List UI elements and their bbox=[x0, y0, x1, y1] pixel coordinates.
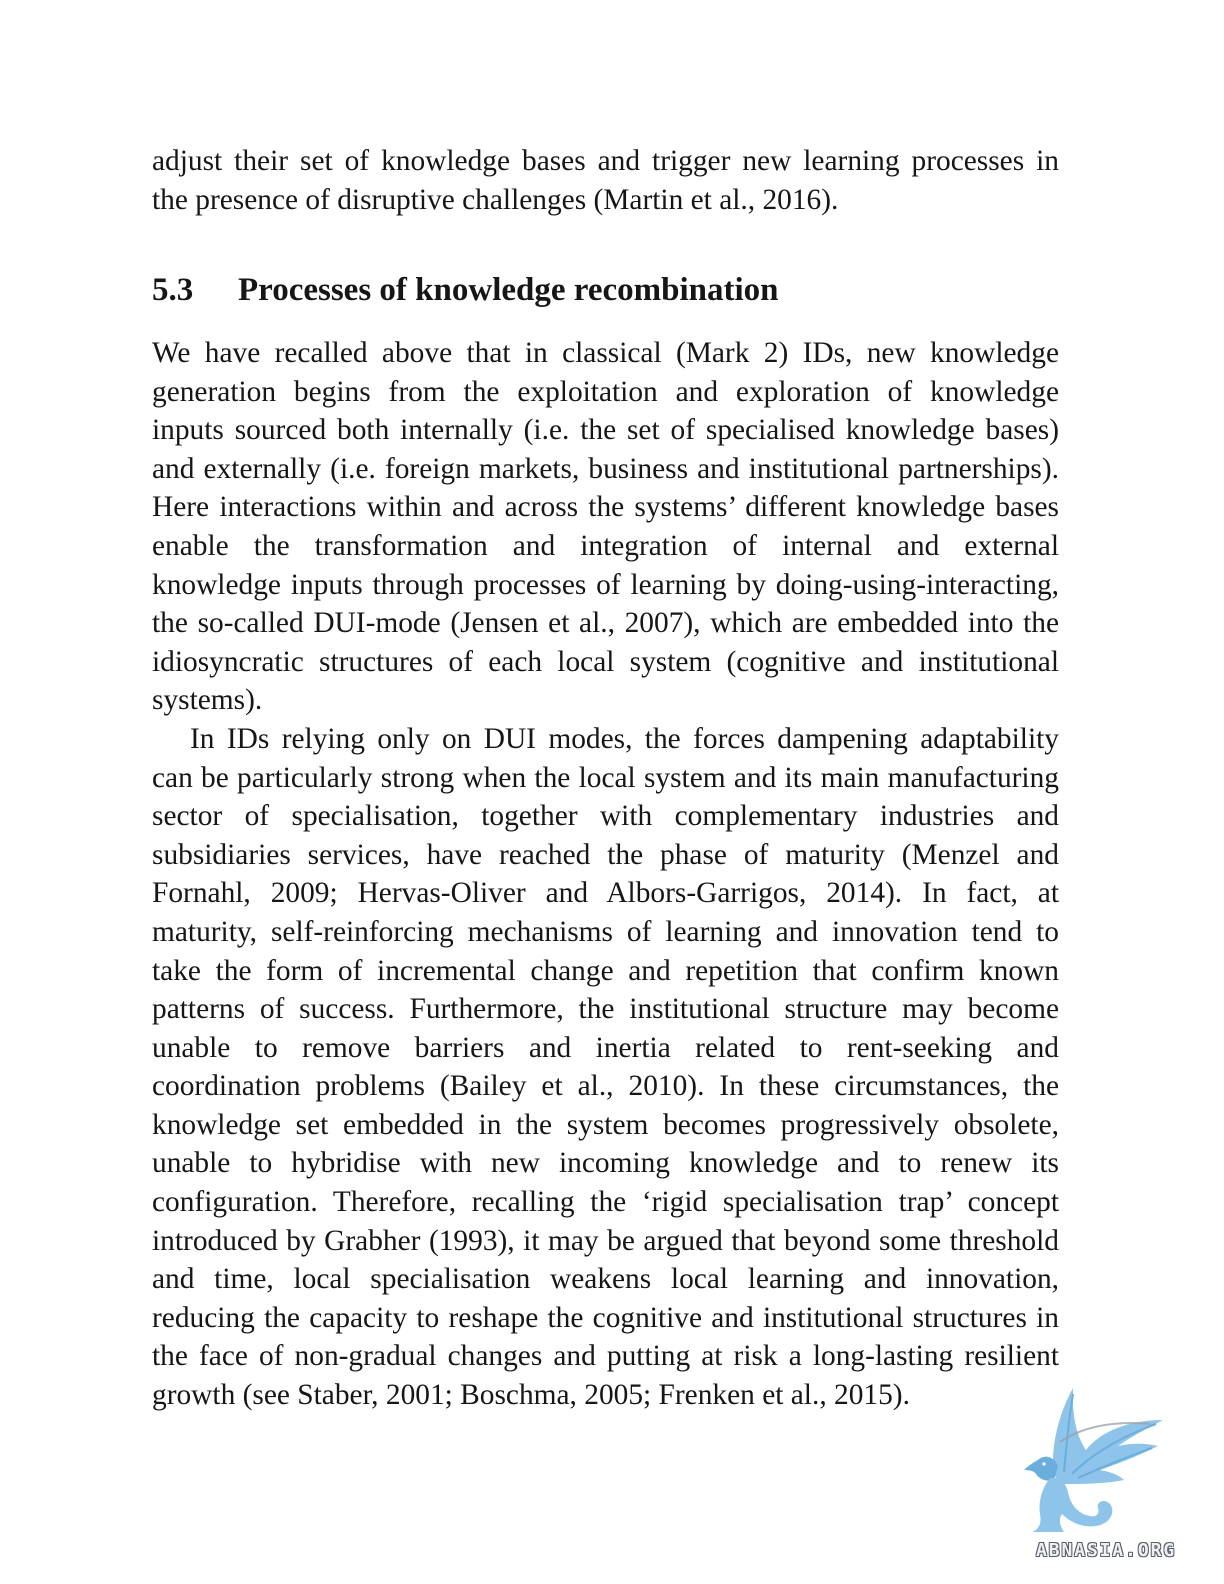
text-line: systems). bbox=[152, 684, 263, 717]
text-line: knowledge set embedded in the system becomes progressively obsolete, bbox=[152, 1108, 1059, 1141]
text-line: generation begins from the exploitation and exploration of knowledge bbox=[152, 375, 1059, 408]
text-line: patterns of success. Furthermore, the institutional structure may become bbox=[152, 993, 1059, 1026]
text-line: the so-called DUI-mode (Jensen et al., 2007), which are embedded into the bbox=[152, 607, 1059, 640]
watermark-text: ABNASIA.ORG bbox=[1036, 1540, 1177, 1561]
text-line: can be particularly strong when the local system and its main manufacturing bbox=[152, 761, 1059, 794]
text-line: and time, local specialisation weakens local learning and innovation, bbox=[152, 1263, 1059, 1296]
section-number: 5.3 bbox=[152, 272, 194, 308]
text-line: the presence of disruptive challenges (Martin et al., 2016). bbox=[152, 183, 839, 216]
section-heading bbox=[152, 270, 1059, 310]
section-body bbox=[152, 334, 1059, 1415]
text-line: unable to remove barriers and inertia related to rent-seeking and bbox=[152, 1031, 1059, 1064]
text-line: Fornahl, 2009; Hervas-Oliver and Albors-Garrigos, 2014). In fact, at bbox=[152, 877, 1059, 910]
text-line: take the form of incremental change and repetition that confirm known bbox=[152, 954, 1059, 987]
text-line: In IDs relying only on DUI modes, the forces dampening adaptability bbox=[190, 722, 1059, 755]
text-line: coordination problems (Bailey et al., 2010). In these circumstances, the bbox=[152, 1070, 1059, 1103]
logo-eye bbox=[1042, 1462, 1045, 1465]
text-line: unable to hybridise with new incoming knowledge and to renew its bbox=[152, 1147, 1059, 1180]
text-line: maturity, self-reinforcing mechanisms of learning and innovation tend to bbox=[152, 915, 1059, 948]
text-line: introduced by Grabher (1993), it may be argued that beyond some threshold bbox=[152, 1224, 1059, 1257]
logo-wing bbox=[1053, 1388, 1163, 1484]
continuation-paragraph bbox=[152, 142, 1059, 219]
text-line: Here interactions within and across the systems’ different knowledge bases bbox=[152, 491, 1059, 524]
paragraph bbox=[152, 334, 1059, 720]
text-line: sector of specialisation, together with complementary industries and bbox=[152, 800, 1059, 833]
section-title: Processes of knowledge recombination bbox=[238, 272, 779, 308]
text-line: the face of non-gradual changes and putting at risk a long-lasting resilient bbox=[152, 1340, 1059, 1373]
logo-body bbox=[1032, 1478, 1112, 1532]
text-line: and externally (i.e. foreign markets, business and institutional partnerships). bbox=[152, 452, 1059, 485]
text-line: inputs sourced both internally (i.e. the set of specialised knowledge bases) bbox=[152, 414, 1059, 447]
eagle-logo-icon bbox=[1020, 1380, 1180, 1540]
text-line: enable the transformation and integration of internal and external bbox=[152, 529, 1059, 562]
text-line: reducing the capacity to reshape the cognitive and institutional structures in bbox=[152, 1301, 1059, 1334]
text-line: idiosyncratic structures of each local system (cognitive and institutional bbox=[152, 645, 1059, 678]
text-line: knowledge inputs through processes of learning by doing-using-interacting, bbox=[152, 568, 1059, 601]
text-line: subsidiaries services, have reached the phase of maturity (Menzel and bbox=[152, 838, 1059, 871]
text-line: adjust their set of knowledge bases and trigger new learning processes in bbox=[152, 145, 1059, 177]
text-line: We have recalled above that in classical (Mark 2) IDs, new knowledge bbox=[152, 337, 1059, 369]
logo-head bbox=[1024, 1457, 1058, 1481]
text-line: configuration. Therefore, recalling the ‘rigid specialisation trap’ concept bbox=[152, 1186, 1059, 1219]
paragraph bbox=[152, 720, 1059, 1415]
text-line: growth (see Staber, 2001; Boschma, 2005; Frenken et al., 2015). bbox=[152, 1379, 910, 1412]
